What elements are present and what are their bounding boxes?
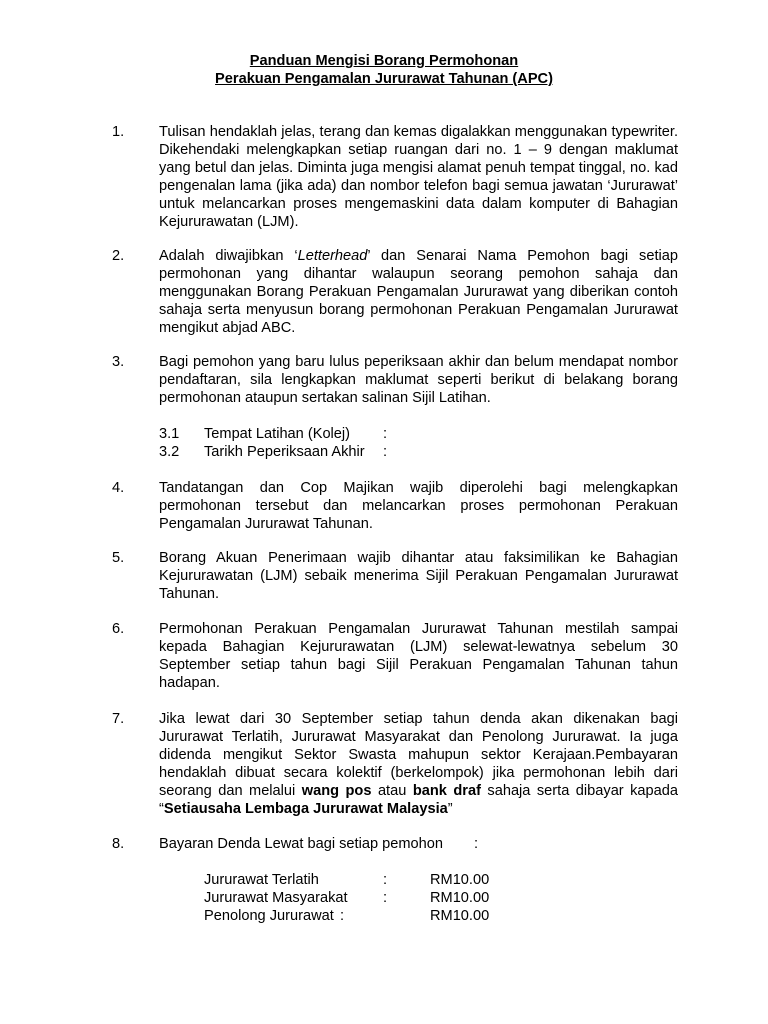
item-text: Permohonan Perakuan Pengamalan Jururawat Tahunan mestilah sampai kepada Bahagian Kejururawatan (LJM) selewat-lewatnya sebelum 30 September setiap tahun bagi Sijil Perakuan Pengamalan Tahunan tahun hadapan. (159, 621, 678, 691)
wang-pos-term: wang pos (301, 783, 372, 799)
item-number: 4. (112, 480, 125, 496)
item-text: Borang Akuan Penerimaan wajib dihantar atau faksimilikan ke Bahagian Kejururawatan (LJM) sebaik menerima Sijil Perakuan Pengamalan Jururawat Tahunan. (159, 550, 678, 602)
fee-amount: RM10.00 (430, 908, 490, 924)
item-text: Tulisan hendaklah jelas, terang dan kemas digalakkan menggunakan typewriter. Dikehendaki melengkapkan setiap ruangan dari no. 1 – 9 dengan maklumat yang betul dan jelas. Diminta juga mengisi alamat penuh tempat tinggal, no. kad pengenalan lama (jika ada) dan nombor telefon bagi semua jawatan ‘Jururawat’ untuk melancarkan proses mengemaskini data dalam komputer di Bahagian Kejururawatan (LJM). (159, 124, 678, 230)
item-text: Tandatangan dan Cop Majikan wajib diperolehi bagi melengkapkan permohonan tersebut dan melancarkan proses permohonan Perakuan Pengamalan Jururawat Tahunan. (159, 480, 678, 532)
item-number: 7. (112, 711, 125, 727)
item-number: 6. (112, 621, 125, 637)
item-text-part: ” (447, 801, 453, 817)
fee-label: Jururawat Masyarakat (204, 890, 348, 906)
payee-name: Setiausaha Lembaga Jururawat Malaysia (163, 801, 448, 817)
letterhead-term: Letterhead (297, 248, 368, 264)
sub-item-label: Tarikh Peperiksaan Akhir (204, 444, 365, 460)
sub-item-number: 3.1 (159, 426, 180, 442)
item-text: Bagi pemohon yang baru lulus peperiksaan akhir dan belum mendapat nombor pendaftaran, sila lengkapkan maklumat seperti berikut di belakang borang permohonan ataupun sertakan salinan Sijil Latihan. (159, 354, 678, 406)
item-text (159, 710, 678, 818)
item-text-part: sahaja serta dibayar kapada “ (159, 783, 679, 817)
document-title-line2: Perakuan Pengamalan Jururawat Tahunan (APC) (215, 71, 553, 87)
fee-label: Jururawat Terlatih (204, 872, 319, 888)
sub-item-colon: : (383, 426, 388, 442)
item-text-part: ’ dan Senarai Nama Pemohon bagi setiap permohonan yang dihantar walaupun seorang pemohon sahaja dan menggunakan Borang Perakuan Pengamalan Jururawat yang diberikan contoh sahaja serta menyusun borang permohonan Perakuan Pengamalan Jururawat mengikut abjad ABC. (159, 248, 678, 336)
bank-draf-term: bank draf (412, 783, 481, 799)
item-number: 8. (112, 836, 125, 852)
sub-item-label: Tempat Latihan (Kolej) (204, 426, 351, 442)
item-number: 5. (112, 550, 125, 566)
item-text: Bayaran Denda Lewat bagi setiap pemohon (159, 836, 443, 852)
item-number: 1. (112, 124, 125, 140)
sub-item-colon: : (383, 444, 388, 460)
item-text-part: Jika lewat dari 30 September setiap tahun denda akan dikenakan bagi Jururawat Terlatih, Jururawat Masyarakat dan Penolong Jururawat. Ia juga didenda mengikut Sektor Swasta mahupun sektor Kerajaan.Pembayaran hendaklah dibuat secara kolektif (berkelompok) jika permohonan lebih dari seorang dan melalui (159, 711, 678, 799)
fee-colon: : (383, 890, 388, 906)
fee-label: Penolong Jururawat (204, 908, 334, 924)
item-text-part: Adalah diwajibkan ‘ (159, 248, 298, 264)
item-text (159, 247, 678, 337)
fee-amount: RM10.00 (430, 890, 490, 906)
sub-item-number: 3.2 (159, 444, 180, 460)
item-number: 3. (112, 354, 125, 370)
document-title-line1: Panduan Mengisi Borang Permohonan (249, 53, 519, 69)
fee-colon: : (340, 908, 345, 924)
item-number: 2. (112, 248, 125, 264)
item-text-part: atau (371, 783, 413, 799)
fee-colon: : (383, 872, 388, 888)
fee-amount: RM10.00 (430, 872, 490, 888)
item-colon: : (474, 836, 479, 852)
